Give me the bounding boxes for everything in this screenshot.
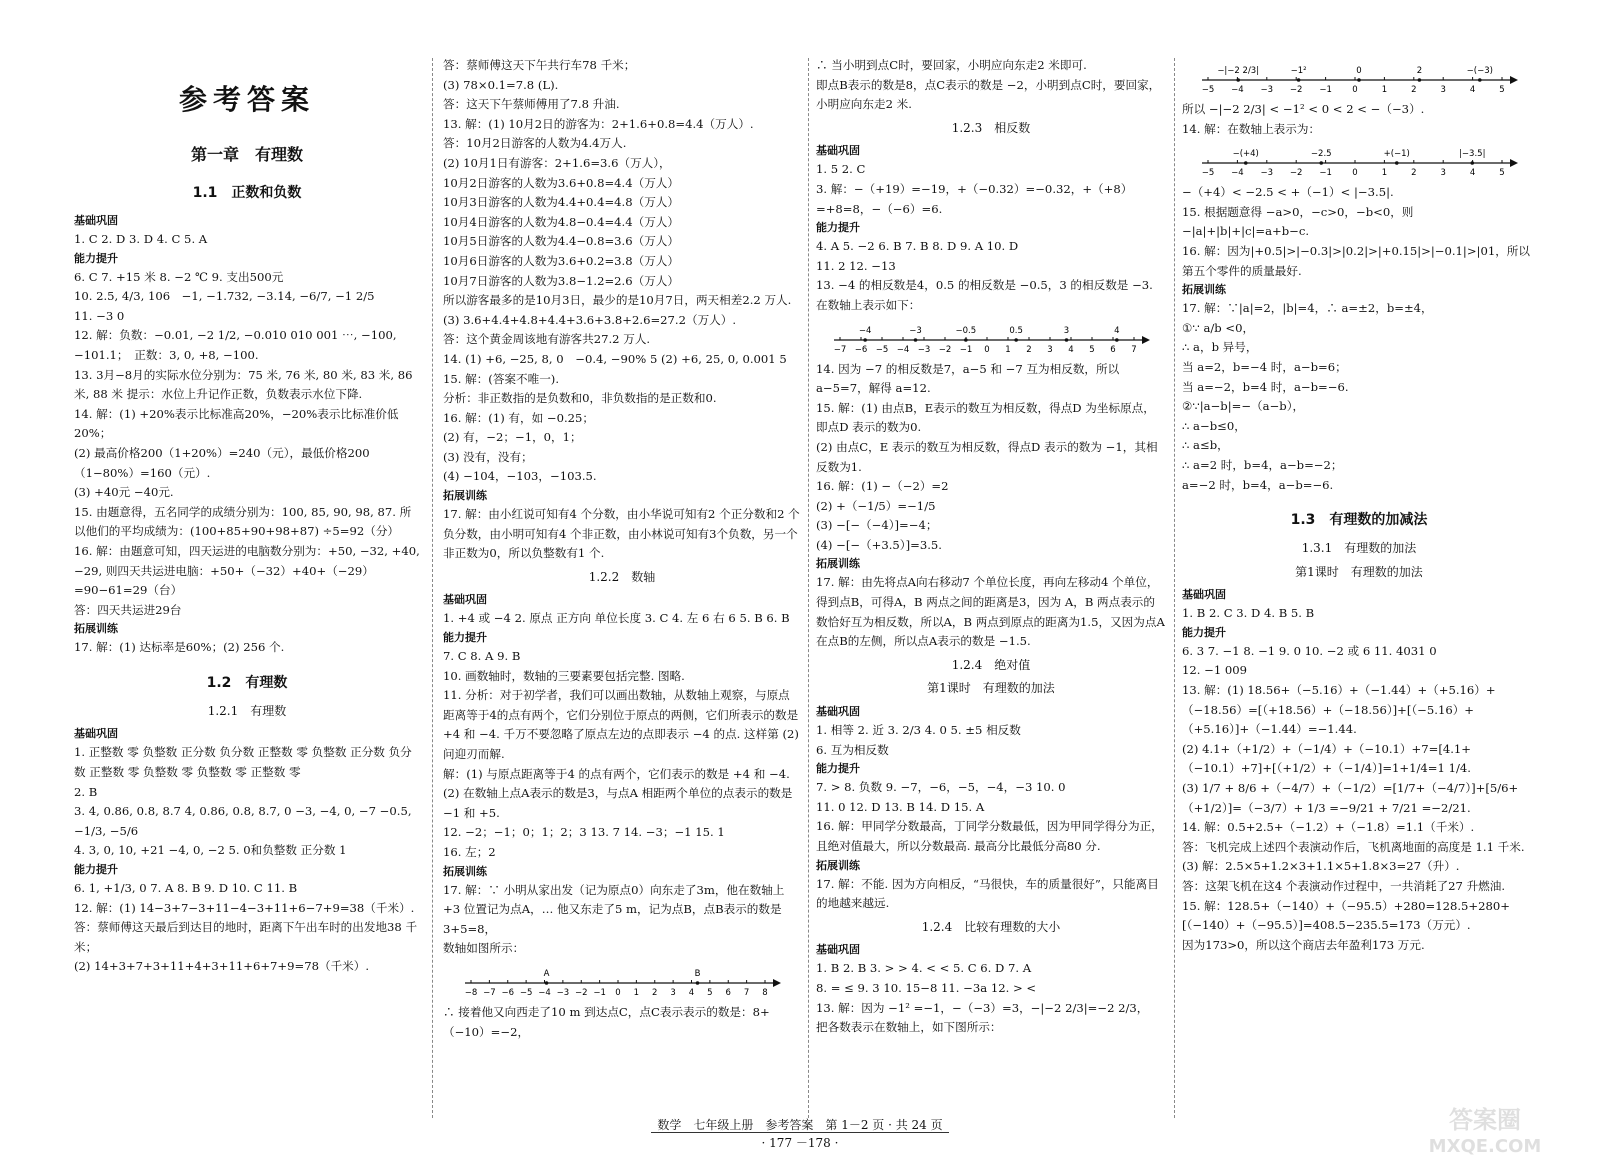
- answer-line: 1. C 2. D 3. D 4. C 5. A: [74, 232, 208, 246]
- answer-line: 12. −1 009: [1182, 663, 1248, 678]
- point-label: A: [543, 968, 550, 979]
- part-label: 能力提升: [443, 631, 487, 645]
- answer-line: 答：这个黄金周该地有游客共27.2 万人.: [443, 332, 651, 347]
- tick-label: −2: [1289, 168, 1303, 179]
- part-label: 能力提升: [74, 251, 118, 265]
- answer-line: 10月5日游客的人数为4.4−0.8=3.6（万人）: [443, 234, 679, 249]
- answer-line: 15. 解：128.5+（−140）+（−95.5）+280=128.5+280+[（−140）+（−95.5）]=408.5−235.5=173（万元）.: [1182, 898, 1510, 933]
- tick-label: 4: [1068, 344, 1074, 355]
- tick-label: −8: [464, 987, 478, 998]
- answer-line: 1. +4 或 −4 2. 原点 正方向 单位长度 3. C 4. 左 6 右 6 5. B 6. B: [443, 611, 790, 626]
- answer-line: 16. 解：(1) −（−2）=2: [816, 479, 949, 494]
- answer-line: 11. 2 12. −13: [816, 258, 896, 273]
- answer-line: 在数轴上表示如下：: [816, 297, 921, 312]
- point-dot: [545, 981, 549, 985]
- answer-line: 把各数表示在数轴上，如下图所示：: [816, 1020, 1002, 1035]
- point-dot: [1065, 338, 1069, 342]
- answer-line: ∴ a=2 时，b=4，a−b=−2；: [1182, 457, 1343, 472]
- tick-label: −6: [854, 344, 868, 355]
- point-label: −1²: [1290, 66, 1307, 76]
- answer-line: −（+4）< −2.5 < +（−1）< |−3.5|.: [1182, 185, 1394, 200]
- answer-line: 3. 解：−（+19）=−19，+（−0.32）=−0.32，+（+8）=+8=8，−（−6）=6.: [816, 181, 1133, 216]
- point-dot: [1395, 161, 1399, 165]
- tick-label: 4: [688, 987, 695, 998]
- watermark-line2: MXQE.COM: [1428, 1136, 1542, 1157]
- answer-line: 1. 正整数 零 负整数 正分数 负分数 正整数 零 负整数 正分数 负分数 正整数 零 负整数 零 负整数 零 正整数 零: [74, 745, 412, 780]
- answer-line: 11. 0 12. D 13. B 14. D 15. A: [816, 799, 985, 814]
- point-dot: [696, 981, 700, 985]
- tick-label: 5: [707, 987, 713, 998]
- answer-line: (2) 有，−2；−1，0，1；: [443, 430, 582, 445]
- answer-line: 10月4日游客的人数为4.8−0.4=4.4（万人）: [443, 214, 679, 229]
- part-label: 能力提升: [74, 863, 118, 877]
- answer-line: 答：四天共运进29台: [74, 602, 182, 617]
- answer-line: 13. 解：(1) 10月2日的游客为：2+1.6+0.8=4.4（万人）.: [443, 116, 754, 131]
- answer-line: 10月7日游客的人数为3.8−1.2=2.6（万人）: [443, 273, 679, 288]
- footer-text: 数学 七年级上册 参考答案 第 1－2 页 · 共 24 页: [651, 1118, 948, 1133]
- answer-line: 6. C 7. +15 米 8. −2 ℃ 9. 支出500元: [74, 269, 284, 284]
- number-line: [826, 318, 1156, 358]
- tick-label: 0: [615, 987, 621, 998]
- tick-label: −5: [1201, 168, 1215, 179]
- axis-arrow: [1510, 159, 1518, 167]
- tick-label: −1: [1319, 85, 1332, 95]
- point-label: −|−2 2/3|: [1217, 66, 1260, 76]
- answer-line: 答：蔡师傅这天最后到达目的地时，距离下午出车时的出发地38 千米；: [74, 920, 418, 954]
- answer-line: (3) 3.6+4.4+4.8+4.4+3.6+3.8+2.6=27.2（万人）.: [443, 312, 737, 327]
- answer-line: 13. −4 的相反数是4，0.5 的相反数是 −0.5，3 的相反数是 −3.: [816, 278, 1153, 293]
- column-2-content: [443, 56, 801, 1042]
- tick-label: −4: [1231, 85, 1244, 95]
- tick-label: 4: [1469, 85, 1476, 95]
- tick-label: −2: [574, 987, 588, 998]
- axis-arrow: [1142, 336, 1150, 344]
- part-label: 拓展训练: [443, 864, 487, 878]
- answer-line: (3) 没有，没有；: [443, 449, 533, 464]
- tick-label: −5: [519, 987, 533, 998]
- answer-line: ∴ a，b 异号，: [1182, 340, 1258, 355]
- page-title: 参考答案: [178, 83, 315, 116]
- tick-label: −3: [917, 344, 931, 355]
- answer-line: (2) 由点C，E 表示的数互为相反数，得点D 表示的数为 −1，其相反数为1.: [816, 439, 1158, 474]
- answer-line: 11. 分析：对于初学者，我们可以画出数轴，从数轴上观察，与原点距离等于4的点有两个，它们分别位于原点的两侧，它们所表示的数是 +4 和 −4. 千万不要忽略了原点左边的点即表示 −4 的点. 这样第 (2) 问迎刃而解.: [443, 688, 803, 761]
- answer-line: 2. B: [74, 784, 98, 799]
- part-label: 拓展训练: [443, 489, 487, 503]
- tick-label: 8: [762, 987, 768, 998]
- answer-line: 15. 解：(1) 由点B，E表示的数互为相反数，得点D 为坐标原点，即点D 表示的数为0.: [816, 400, 1155, 435]
- answer-line: (4) −104，−103，−103.5.: [443, 469, 597, 484]
- answer-line: (2) 4.1+（+1/2）+（−1/4）+（−10.1）+7=[4.1+（−10.1）+7]+[（+1/2）+（−1/4）]=1+1/4=1 1/4.: [1182, 741, 1472, 776]
- point-label: 4: [1114, 325, 1120, 336]
- answer-line: ∴ a−b≤0，: [1182, 418, 1246, 433]
- point-dot: [1418, 78, 1422, 82]
- answer-line: 6. 3 7. −1 8. −1 9. 0 10. −2 或 6 11. 4031 0: [1182, 643, 1437, 658]
- answer-line: 15. 解：(答案不唯一).: [443, 371, 560, 386]
- answer-line: 14. 解：在数轴上表示为：: [1182, 121, 1321, 136]
- tick-label: 5: [1499, 85, 1505, 95]
- tick-label: 2: [652, 987, 658, 998]
- tick-label: 1: [1005, 344, 1011, 355]
- point-label: −2.5: [1310, 149, 1332, 160]
- tick-label: −5: [875, 344, 889, 355]
- point-dot: [1470, 161, 1474, 165]
- answer-line: 10. 2.5, 4/3, 106 −1, −1.732, −3.14, −6/7, −1 2/5: [74, 289, 375, 304]
- answer-line: (2) +（−1/5）=−1/5: [816, 498, 936, 513]
- answer-line: ∴ 接着他又向西走了10 m 到达点C，点C表示表示的数是：8+（−10）=−2，: [443, 1004, 770, 1039]
- tick-label: −4: [896, 344, 910, 355]
- page-numbers: · 177 －178 ·: [761, 1136, 839, 1150]
- answer-line: (3) +40元 −40元.: [74, 485, 174, 500]
- column-1-content: [74, 182, 424, 977]
- answer-line: ①∵ a/b <0，: [1182, 320, 1255, 335]
- section-title: 1.3 有理数的加减法: [1290, 512, 1428, 529]
- answer-line: ∴ 当小明到点C时，要回家，小明应向东走2 米即可.: [816, 58, 1087, 72]
- tick-label: −7: [833, 344, 847, 355]
- answer-line: 当 a=2，b=−4 时，a−b=6；: [1182, 359, 1347, 374]
- answer-line: 16. 解：(1) 有，如 −0.25；: [443, 410, 595, 425]
- answer-line: 16. 左；2: [443, 844, 496, 859]
- tick-label: 1: [1381, 85, 1388, 95]
- part-label: 拓展训练: [816, 557, 860, 571]
- point-label: −4: [858, 325, 872, 336]
- point-label: B: [694, 968, 701, 979]
- point-label: −0.5: [955, 325, 977, 336]
- page-footer: [0, 1116, 1600, 1152]
- point-dot: [1244, 161, 1248, 165]
- number-line: [457, 961, 787, 1001]
- column-1: [74, 56, 424, 977]
- number-line: [1194, 141, 1524, 181]
- subsection-title: 1.2.3 相反数: [951, 120, 1031, 135]
- answer-line: 4. A 5. −2 6. B 7. B 8. D 9. A 10. D: [816, 239, 1019, 254]
- part-label: 基础巩固: [74, 214, 118, 227]
- answer-line: 11. −3 0: [74, 308, 125, 323]
- answer-line: 15. 根据题意得 −a>0，−c>0，−b<0，则 −|a|+|b|+|c|=a+b−c.: [1182, 204, 1418, 239]
- answer-line: 17. 解：(1) 达标率是60%；(2) 256 个.: [74, 640, 285, 655]
- tick-label: 2: [1411, 168, 1417, 179]
- answer-line: 10月3日游客的人数为4.4+0.4=4.8（万人）: [443, 195, 679, 210]
- answer-line: 7. C 8. A 9. B: [443, 649, 521, 664]
- answer-line: 所以 −|−2 2/3| < −1² < 0 < 2 < −（−3）.: [1182, 102, 1425, 116]
- answer-line: 答：10月2日游客的人数为4.4万人.: [443, 136, 627, 151]
- answer-line: (2) 在数轴上点A表示的数是3，与点A 相距两个单位的点表示的数是 −1 和 +5.: [443, 786, 797, 820]
- point-dot: [863, 338, 867, 342]
- answer-line: 10. 画数轴时，数轴的三要素要包括完整. 图略.: [443, 668, 685, 683]
- answer-line: 6. 互为相反数: [816, 742, 889, 757]
- answer-line: 13. 解：因为 −1² =−1，−（−3）=3，−|−2 2/3|=−2 2/3，: [816, 1000, 1149, 1015]
- axis-arrow: [1510, 76, 1518, 84]
- tick-label: −3: [1260, 85, 1274, 95]
- tick-label: −3: [1260, 168, 1274, 179]
- tick-label: −2: [1289, 85, 1303, 95]
- subsection-title: 第1课时 有理数的加法: [927, 681, 1055, 696]
- column-3: [816, 56, 1166, 1038]
- column-3-content: [816, 56, 1166, 1038]
- column-divider: [808, 58, 809, 1118]
- answer-line: 16. 解：甲同学分数最高，丁同学分数最低，因为甲同学得分为正，且绝对值最大，所以分数最高. 最高分比最低分高80 分.: [816, 819, 1163, 853]
- answer-line: 10月6日游客的人数为3.6+0.2=3.8（万人）: [443, 253, 679, 268]
- tick-label: 5: [1089, 344, 1095, 355]
- answer-line: 14. 解：0.5+2.5+（−1.2）+（−1.8）=1.1（千米）.: [1182, 820, 1475, 835]
- tick-label: −4: [538, 987, 551, 998]
- subsection-title: 1.2.4 比较有理数的大小: [921, 919, 1061, 934]
- tick-label: 7: [743, 987, 750, 998]
- column-2: [443, 56, 801, 1042]
- answer-line: 13. 3月−8月的实际水位分别为：75 米, 76 米, 80 米, 83 米, 86 米, 88 米 提示：水位上升记作正数，负数表示水位下降.: [74, 367, 417, 402]
- tick-label: 3: [1440, 168, 1446, 179]
- number-line: [1194, 58, 1524, 98]
- point-label: 2: [1416, 66, 1423, 76]
- tick-label: 0: [984, 344, 990, 355]
- part-label: 能力提升: [816, 762, 860, 776]
- tick-label: 3: [1440, 85, 1446, 95]
- point-label: +(−1): [1383, 149, 1410, 160]
- answer-line: 10月2日游客的人数为3.6+0.8=4.4（万人）: [443, 175, 679, 190]
- tick-label: 3: [670, 987, 676, 998]
- tick-label: −1: [593, 987, 606, 998]
- part-label: 基础巩固: [816, 705, 860, 719]
- point-label: |−3.5|: [1459, 149, 1486, 160]
- tick-label: −2: [938, 344, 952, 355]
- answer-line: 6. 1, +1/3, 0 7. A 8. B 9. D 10. C 11. B: [74, 881, 298, 896]
- answer-line: ②∵|a−b|=−（a−b），: [1182, 399, 1305, 414]
- answer-line: 1. 相等 2. 近 3. 2/3 4. 0 5. ±5 相反数: [816, 723, 1021, 738]
- tick-label: 4: [1469, 168, 1476, 179]
- point-dot: [1014, 338, 1018, 342]
- tick-label: 2: [1411, 85, 1417, 95]
- answer-line: 1. B 2. B 3. > > 4. < < 5. C 6. D 7. A: [816, 961, 1032, 976]
- answer-line: 8. = ≤ 9. 3 10. 15−8 11. −3a 12. > <: [816, 980, 1037, 995]
- tick-label: −1: [959, 344, 973, 355]
- answer-line: (4) −[−（+3.5）]=3.5.: [816, 537, 942, 552]
- tick-label: 3: [1047, 344, 1053, 355]
- tick-label: 6: [1110, 344, 1116, 355]
- tick-label: 6: [725, 987, 731, 998]
- column-divider: [432, 58, 433, 1118]
- point-dot: [1236, 78, 1240, 82]
- point-label: 3: [1063, 325, 1070, 336]
- subsection-title: 1.3.1 有理数的加法: [1301, 541, 1417, 556]
- part-label: 拓展训练: [74, 622, 118, 636]
- watermark-logo: [1410, 1098, 1560, 1158]
- answer-line: 7. > 8. 负数 9. −7，−6，−5，−4，−3 10. 0: [816, 780, 1066, 795]
- part-label: 基础巩固: [1182, 588, 1226, 602]
- part-label: 基础巩固: [816, 943, 860, 957]
- part-label: 能力提升: [816, 221, 860, 235]
- answer-line: 15. 由题意得，五名同学的成绩分别为：100, 85, 90, 98, 87. 所以他们的平均成绩为：(100+85+90+98+87) ÷5=92（分）: [74, 504, 412, 539]
- answer-line: (3) 78×0.1=7.8 (L).: [443, 77, 559, 92]
- part-label: 基础巩固: [816, 144, 860, 158]
- answer-line: 17. 解：∵|a|=2，|b|=4，∴ a=±2，b=±4，: [1182, 301, 1433, 316]
- answer-line: 16. 解：因为|+0.5|>|−0.3|>|0.2|>|+0.15|>|−0.1|>|01，所以第五个零件的质量最好.: [1182, 243, 1530, 278]
- answer-line: 1. 5 2. C: [816, 162, 866, 177]
- answer-line: (3) 解：2.5×5+1.2×3+1.1×5+1.8×3=27（升）.: [1182, 859, 1460, 874]
- tick-label: 0: [1352, 85, 1358, 95]
- watermark-line1: 答案圈: [1449, 1106, 1521, 1134]
- answer-line: 数轴如图所示：: [443, 941, 525, 956]
- answer-line: 12. −2；−1；0；1；2；3 13. 7 14. −3；−1 15. 1: [443, 825, 725, 840]
- answer-line: 14. (1) +6, −25, 8, 0 −0.4, −90% 5 (2) +6, 25, 0, 0.001 5: [443, 351, 787, 366]
- answer-line: (2) 最高价格200（1+20%）=240（元），最低价格200（1−80%）=160（元）.: [74, 445, 370, 480]
- tick-label: −7: [483, 987, 496, 998]
- tick-label: 2: [1026, 344, 1032, 355]
- answer-line: 14. 因为 −7 的相反数是7，a−5 和 −7 互为相反数，所以 a−5=7，解得 a=12.: [816, 361, 1123, 396]
- answer-line: 答：蔡师傅这天下午共行车78 千米；: [443, 58, 636, 72]
- answer-line: ∴ a≤b，: [1182, 438, 1229, 453]
- answer-line: 12. 解：负数：−0.01, −2 1/2, −0.010 010 001 ⋯, −100, −101.1； 正数：3, 0, +8, −100.: [74, 328, 401, 362]
- answer-line: 解：(1) 与原点距离等于4 的点有两个，它们表示的数是 +4 和 −4.: [443, 766, 790, 781]
- subsection-title: 第1课时 有理数的加法: [1295, 564, 1423, 579]
- answer-line: 3. 4, 0.86, 0.8, 8.7 4, 0.86, 0.8, 8.7, 0 −3, −4, 0, −7 −0.5, −1/3, −5/6: [74, 804, 416, 838]
- point-dot: [914, 338, 918, 342]
- answer-line: 答：飞机完成上述四个表演动作后，飞机离地面的高度是 1.1 千米.: [1182, 839, 1525, 854]
- part-label: 拓展训练: [1182, 283, 1226, 297]
- point-label: −(+4): [1232, 149, 1259, 160]
- chapter-title: 第一章 有理数: [190, 145, 303, 164]
- point-label: 0.5: [1009, 325, 1023, 336]
- section-title: 1.1 正数和负数: [192, 185, 302, 201]
- answer-line: 13. 解：(1) 18.56+（−5.16）+（−1.44）+（+5.16）+（−18.56）=[（+18.56）+（−18.56）]+[（−5.16）+（+5.16）]+（−1.44）=−1.44.: [1182, 683, 1496, 737]
- answer-line: 当 a=−2，b=4 时，a−b=−6.: [1182, 379, 1349, 394]
- answer-line: (3) −[−（−4）]=−4；: [816, 518, 938, 533]
- tick-label: −3: [556, 987, 570, 998]
- answer-line: 12. 解：(1) 14−3+7−3+11−4−3+11+6−7+9=38（千米）.: [74, 900, 415, 915]
- answer-line: 17. 解：由小红说可知有4 个分数，由小华说可知有2 个正分数和2 个负分数，由小明可知有4 个非正数，由小林说可知有3个负数，另一个非正数为0，所以负整数有1 个.: [443, 507, 800, 561]
- subsection-title: 1.2.4 绝对值: [951, 657, 1031, 672]
- answer-line: a=−2 时，b=4，a−b=−6.: [1182, 477, 1334, 492]
- point-dot: [964, 338, 968, 342]
- answer-line: 17. 解：由先将点A向右移动7 个单位长度，再向左移动4 个单位，得到点B，可得A，B 两点之间的距离是3，因为 A，B 两点表示的数恰好互为相反数，所以A，B 两点到原点的距离为1.5，又因为点A在点B的左侧，所以点A表示的数是 −1.5.: [816, 575, 1165, 649]
- answer-line: 17. 解：∵ 小明从家出发（记为原点0）向东走了3m，他在数轴上 +3 位置记为点A，… 他又东走了5 m，记为点B，点B表示的数是3+5=8，: [443, 882, 789, 936]
- tick-label: −6: [501, 987, 515, 998]
- answer-line: 1. B 2. C 3. D 4. B 5. B: [1182, 606, 1315, 621]
- part-label: 拓展训练: [816, 858, 860, 872]
- tick-label: 0: [1352, 168, 1358, 179]
- answer-line: 因为173>0，所以这个商店去年盈利173 万元.: [1182, 937, 1425, 952]
- answer-line: (2) 10月1日有游客：2+1.6=3.6（万人），: [443, 155, 671, 170]
- point-dot: [1478, 78, 1482, 82]
- answer-line: 即点B表示的数是8，点C表示的数是 −2，小明到点C时，要回家，小明应向东走2 米.: [816, 77, 1161, 112]
- tick-label: −5: [1201, 85, 1215, 95]
- answer-line: (3) 1/7 + 8/6 +（−4/7）+（−1/2）=[1/7+（−4/7）]+[5/6+（+1/2）]=（−3/7）+ 1/3 =−9/21 + 7/21 =−2/21.: [1182, 781, 1519, 815]
- tick-label: 5: [1499, 168, 1505, 179]
- answer-line: 分析：非正数指的是负数和0，非负数指的是正数和0.: [443, 391, 717, 406]
- axis-arrow: [773, 979, 781, 987]
- tick-label: 7: [1131, 344, 1137, 355]
- subsection-title: 1.2.1 有理数: [207, 703, 287, 718]
- answer-line: 答：这天下午蔡师傅用了7.8 升油.: [443, 97, 620, 112]
- point-label: −3: [909, 325, 922, 336]
- tick-label: −4: [1231, 168, 1244, 179]
- part-label: 基础巩固: [443, 593, 487, 607]
- point-dot: [1115, 338, 1119, 342]
- answer-line: 16. 解：由题意可知，四天运进的电脑数分别为：+50, −32, +40, −29, 则四天共运进电脑：+50+（−32）+40+（−29）=90−61=29（台）: [74, 543, 424, 598]
- part-label: 基础巩固: [74, 727, 118, 741]
- answer-line: 14. 解：(1) +20%表示比标准高20%，−20%表示比标准价低20%；: [74, 406, 399, 441]
- answer-line: 4. 3, 0, 10, +21 −4, 0, −2 5. 0和负整数 正分数 1: [74, 843, 347, 858]
- point-dot: [1297, 78, 1301, 82]
- tick-label: 1: [633, 987, 640, 998]
- point-dot: [1319, 161, 1323, 165]
- point-label: −(−3): [1466, 66, 1493, 76]
- part-label: 能力提升: [1182, 625, 1226, 639]
- column-4-content: [1182, 58, 1536, 955]
- answer-line: 17. 解：不能. 因为方向相反，“马很快，车的质量很好”，只能离目的地越来越远.: [816, 876, 1159, 911]
- tick-label: 1: [1381, 168, 1388, 179]
- column-4: [1182, 56, 1536, 955]
- answer-line: 答：这架飞机在这4 个表演动作过程中，一共消耗了27 升燃油.: [1182, 879, 1506, 893]
- answer-line: 所以游客最多的是10月3日，最少的是10月7日，两天相差2.2 万人.: [443, 293, 792, 308]
- section-title: 1.2 有理数: [206, 674, 288, 691]
- point-label: 0: [1356, 66, 1362, 76]
- column-divider: [1174, 58, 1175, 1118]
- subsection-title: 1.2.2 数轴: [588, 569, 656, 584]
- answer-line: (2) 14+3+7+3+11+4+3+11+6+7+9=78（千米）.: [74, 959, 370, 974]
- point-dot: [1357, 78, 1361, 82]
- tick-label: −1: [1319, 168, 1332, 179]
